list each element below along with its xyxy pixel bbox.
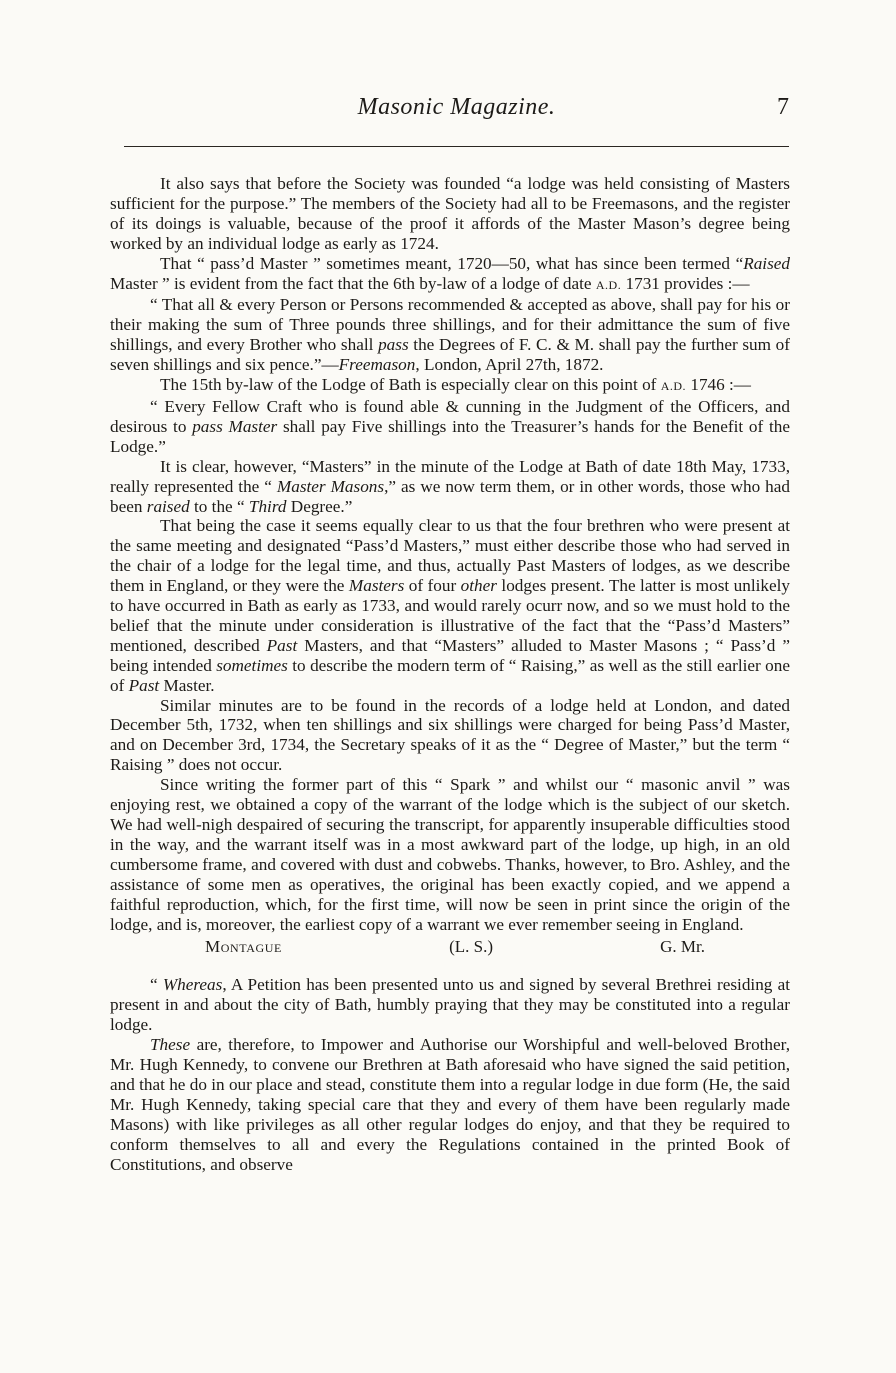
text-run: 1731 provides :— xyxy=(621,273,750,293)
italic-text: Master Masons xyxy=(276,476,385,496)
text-run: “ Every Fellow Craft who is found able & cunning in the Judgment of the Officers, and desirous to xyxy=(110,396,790,436)
page-header xyxy=(124,94,789,134)
warrant-paragraph-2 xyxy=(110,1035,790,1174)
italic-text: sometimes xyxy=(216,655,288,675)
italic-text: These xyxy=(150,1035,191,1055)
page-number: 7 xyxy=(777,94,789,120)
italic-text: pass Master xyxy=(192,416,278,436)
text-run: , A Petition has been presented unto us and signed by several Brethrei residing at present in and about the city of Bath, humbly praying that they may be constituted into a regular lodge. xyxy=(110,975,790,1035)
italic-text: Masters xyxy=(348,576,405,596)
paragraph-9 xyxy=(110,775,790,934)
italic-text: pass xyxy=(378,335,409,355)
text-run: That being the case it seems equally clear to us that the four brethren who were present at the same meeting and designated “Pass’d Masters,” must either describe those who had served in the chair of a lodge for the legal time, and thus, actually Past Masters of lodges, as we describe them in England, or they were the xyxy=(110,516,790,596)
paragraph-4 xyxy=(110,375,790,397)
running-title: Masonic Magazine. xyxy=(357,94,556,120)
text-run: to describe the modern term of “ Raising,” as well as the still earlier one of xyxy=(110,655,790,695)
text-run: ,” as we now term them, or in other words, those who had been xyxy=(110,476,790,516)
text-run: Degree.” xyxy=(286,496,353,516)
paragraph-5 xyxy=(110,397,790,457)
text-run: lodges present. The latter is most unlikely to have occurred in Bath as early as 1733, and would rarely ocurr now, and so we must hold to the belief that the minute under consideration is illustrative of the fact that the “Pass’d Masters” mentioned, described xyxy=(110,576,790,655)
italic-text: Past xyxy=(128,675,160,695)
italic-text: Third xyxy=(248,496,287,516)
text-run: are, therefore, to Impower and Authorise our Worshipful and well-beloved Brother, Mr. Hugh Kennedy, to convene our Brethren at Bath aforesaid who have signed the said petition, and that he do in our place and stead, constitute them into a regular lodge in due form (He, the said Mr. Hugh Kennedy, taking special care that they and every of them have been regularly made Masons) with like privileges as all other regular lodges do enjoy, and that they be required to conform themselves to all and every the Regulations contained in the printed Book of Constitutions, and observe xyxy=(110,1035,790,1174)
article-body xyxy=(110,174,790,1175)
text-run: to the “ xyxy=(189,496,249,516)
text-run: It also says that before the Society was founded “a lodge was held consisting of Masters sufficient for the purpose.” The members of the Society had all to be Freemasons, and the register of its doings is valuable, because of the proof it affords of the Master Mason’s degree being worked by an individual lodge as early as 1724. xyxy=(110,174,790,253)
signature-seal: (L. S.) xyxy=(449,937,493,957)
text-run: Master. xyxy=(159,675,215,695)
signature-left: Montague xyxy=(205,937,282,957)
italic-text: raised xyxy=(146,496,190,516)
small-caps-text: A.D. xyxy=(595,277,622,292)
text-run: shall pay Five shillings into the Treasurer’s hands for the Benefit of the Lodge.” xyxy=(110,416,791,456)
text-run: “ That all & every Person or Persons recommended & accepted as above, shall pay for his or their making the sum of Three pounds three shillings, and for their admittance the sum of five shillings, and every Brother who shall xyxy=(110,295,790,355)
text-run: It is clear, however, “Masters” in the minute of the Lodge at Bath of date 18th May, 1733, really represented the “ xyxy=(110,456,790,496)
text-run: the Degrees of F. C. & M. shall pay the further sum of seven shillings and six pence.”— xyxy=(110,335,790,375)
paragraph-3 xyxy=(110,295,790,375)
text-run: Masters, and that “Masters” alluded to Master Masons ; “ Pass’d ” being intended xyxy=(110,635,790,675)
italic-text: Past xyxy=(266,635,298,655)
text-run: Since writing the former part of this “ Spark ” and whilst our “ masonic anvil ” was enjoying rest, we obtained a copy of the warrant of the lodge which is the subject of our sketch. We had well-nigh despaired of securing the transcript, for apparently insuperable difficulties stood in the way, and the warrant itself was in a most awkward part of the lodge, up high, in an old cumbersome frame, and covered with dust and cobwebs. Thanks, however, to Bro. Ashley, and the assistance of some men as operatives, the original has been exactly copied, and we append a faithful reproduction, which, for the first time, will now be seen in print since the origin of the lodge, and is, moreover, the earliest copy of a warrant we ever remember seeing in England. xyxy=(110,775,790,934)
paragraph-1 xyxy=(110,174,790,254)
text-run: “ xyxy=(150,975,163,995)
paragraph-8 xyxy=(110,696,790,776)
warrant-text xyxy=(110,975,790,1174)
paragraph-7 xyxy=(110,516,790,695)
italic-text: other xyxy=(460,576,497,596)
text-run: 1746 :— xyxy=(686,375,751,395)
header-rule xyxy=(124,146,789,147)
text-run: The 15th by-law of the Lodge of Bath is especially clear on this point of xyxy=(160,375,661,395)
text-run: Master ” is evident from the fact that the 6th by-law of a lodge of date xyxy=(110,273,596,293)
small-caps-text: A.D. xyxy=(660,379,687,394)
warrant-signature-line xyxy=(110,934,790,959)
text-run: of four xyxy=(404,576,461,596)
signature-right: G. Mr. xyxy=(660,937,705,957)
text-run: , London, April 27th, 1872. xyxy=(415,355,604,375)
paragraph-2 xyxy=(110,254,790,296)
italic-text: Freemason xyxy=(338,355,416,375)
warrant-paragraph-1 xyxy=(110,975,790,1035)
text-run: That “ pass’d Master ” sometimes meant, 1720—50, what has since been termed “ xyxy=(160,253,744,273)
paragraph-6 xyxy=(110,457,790,517)
italic-text: Raised xyxy=(743,253,790,273)
italic-text: Whereas xyxy=(162,975,223,995)
article-paragraphs xyxy=(110,174,790,934)
text-run: Similar minutes are to be found in the records of a lodge held at London, and dated December 5th, 1732, when ten shillings and six shillings were charged for being Pass’d Master, and on December 3rd, 1734, the Secretary speaks of it as the “ Degree of Master,” but the term “ Raising ” does not occur. xyxy=(110,695,790,775)
